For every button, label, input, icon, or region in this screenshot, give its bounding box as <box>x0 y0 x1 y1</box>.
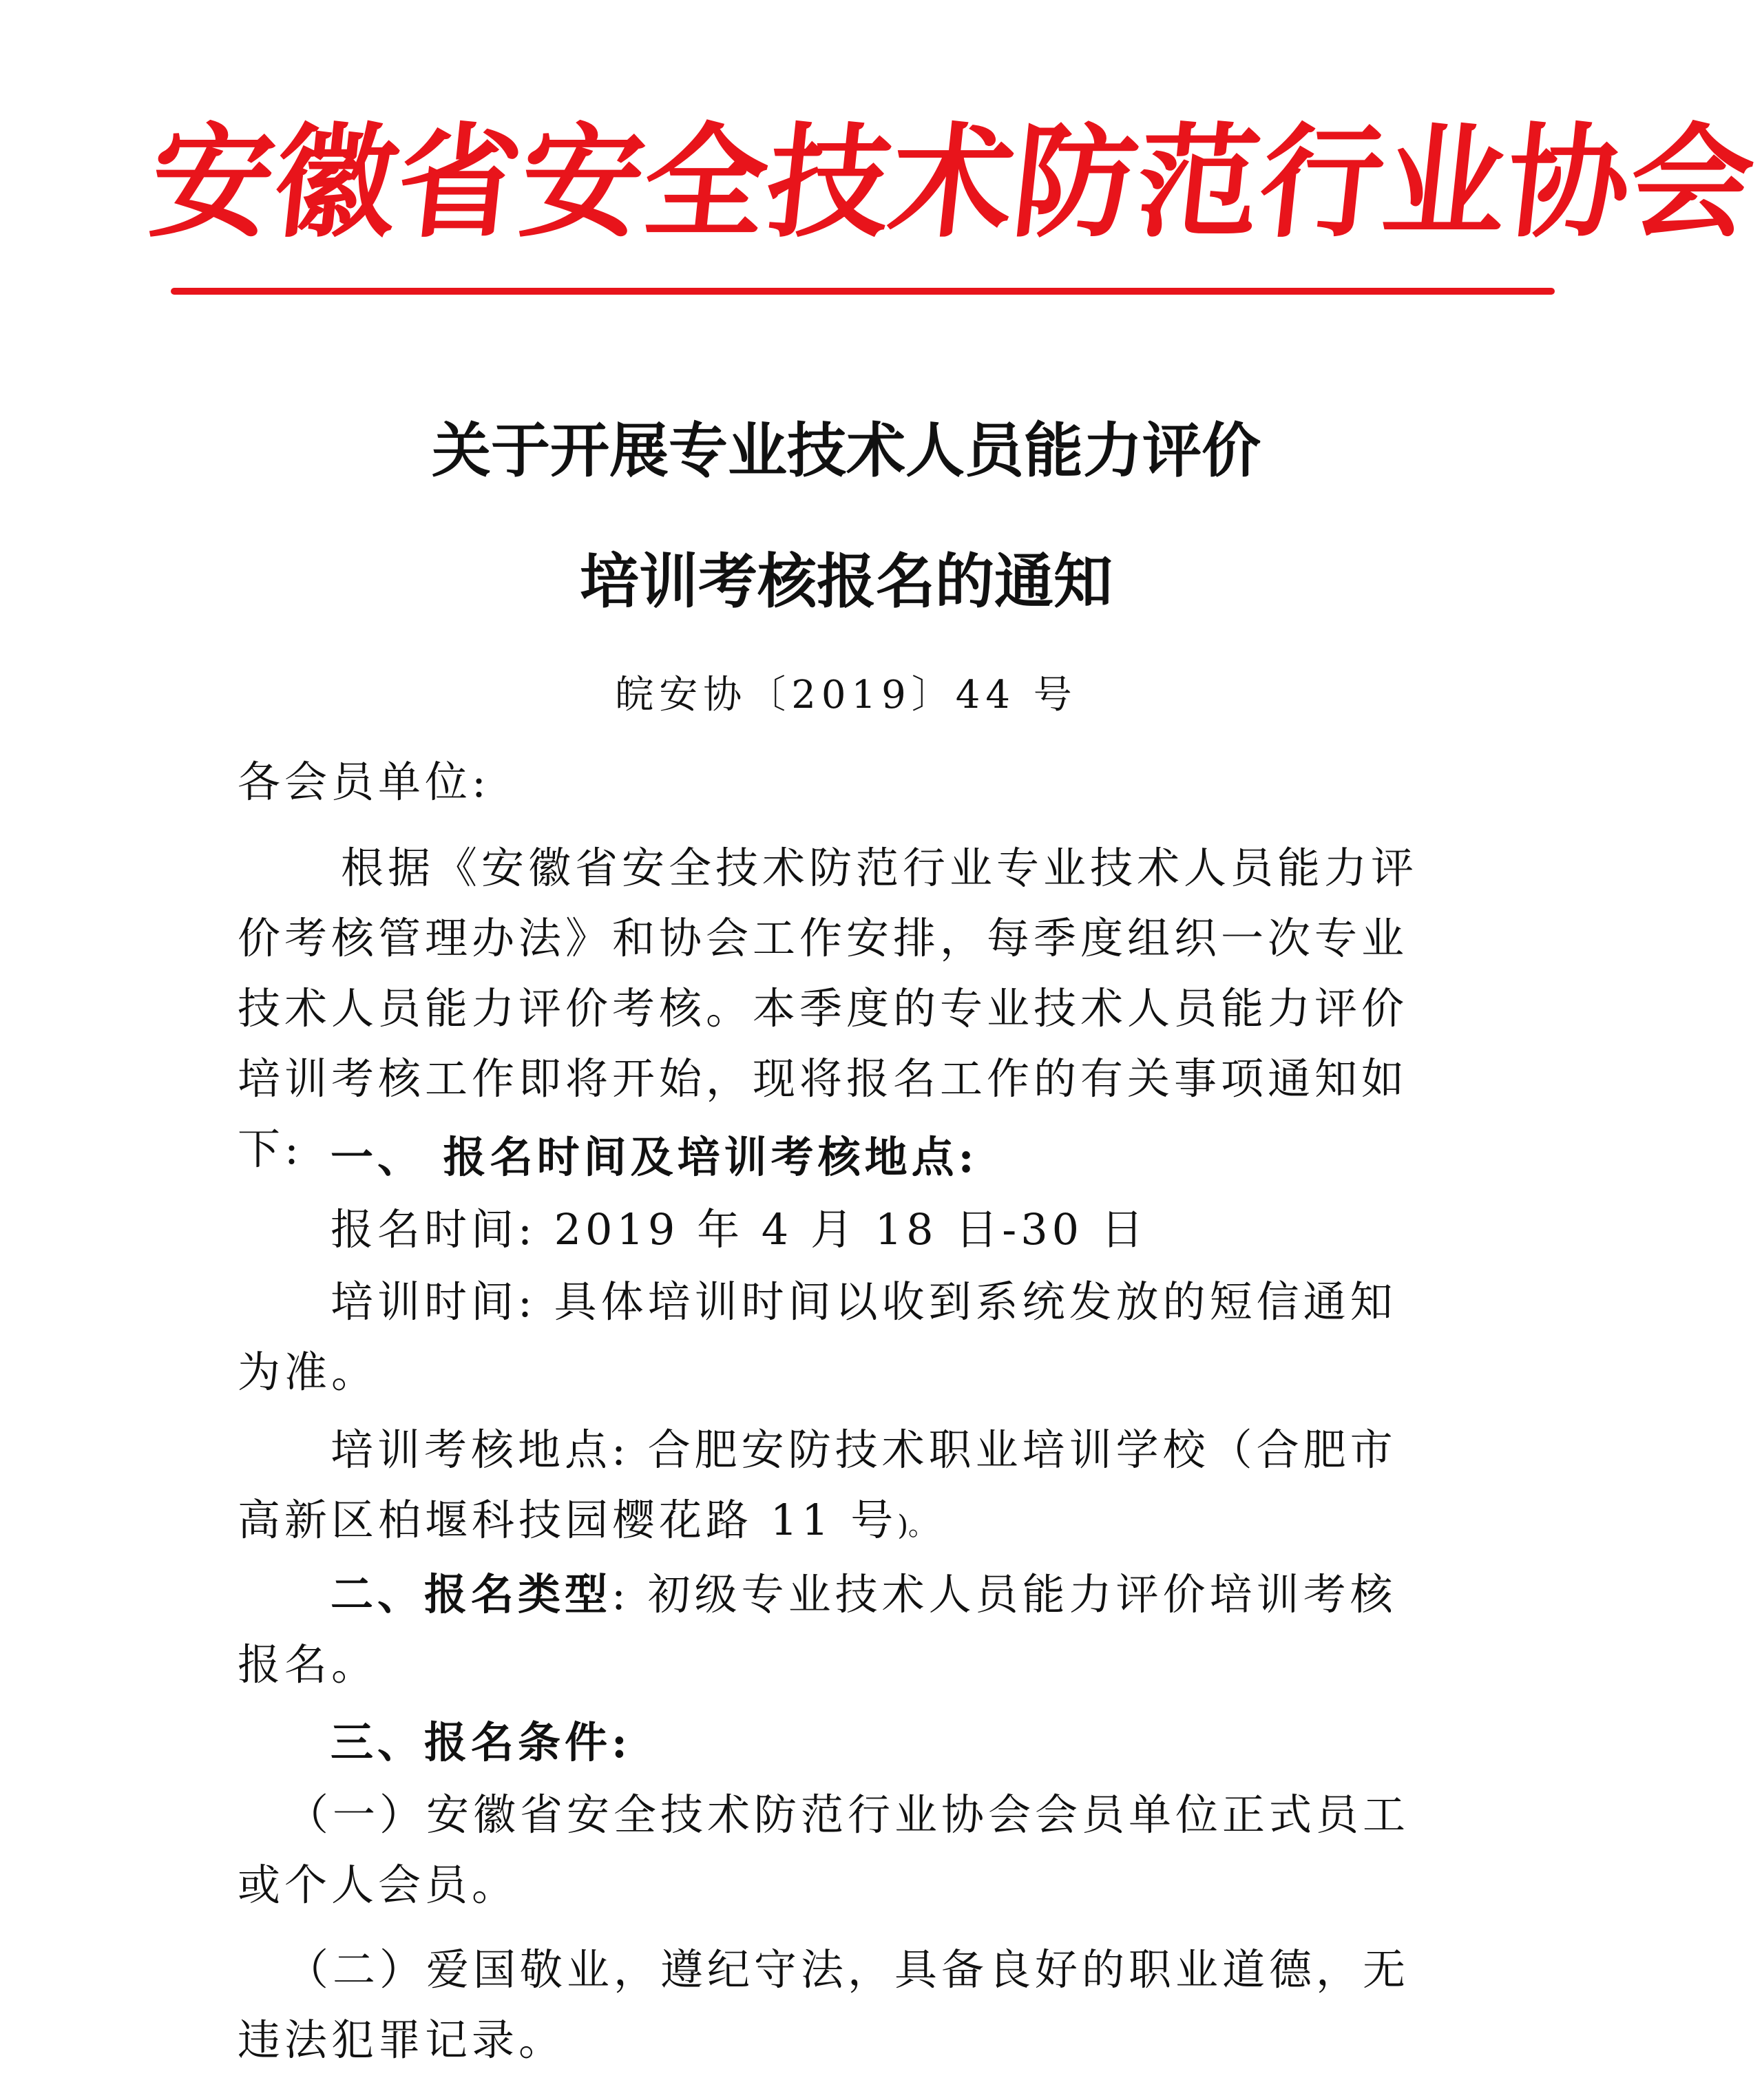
condition-item-1: （一）安徽省安全技术防范行业协会会员单位正式员工或个人会员。 <box>238 1789 1410 1910</box>
section-2-paragraph <box>238 1560 1422 1700</box>
training-location-text: 培训考核地点: 合肥安防技术职业培训学校（合肥市高新区柏堰科技园樱花路 11 号 <box>238 1425 1397 1545</box>
section-3-heading: 三、报名条件: <box>331 1717 631 1767</box>
section-2-text: : 初级专业技术人员能力评价培训考核报名。 <box>238 1569 1397 1690</box>
section-1-heading: 一、 报名时间及培训考核地点: <box>331 1132 978 1182</box>
document-title-line-1: 关于开展专业技术人员能力评价 <box>432 417 1261 485</box>
letterhead-org-name: 安徽省安全技术防范行业协会 <box>144 110 1762 254</box>
training-location <box>238 1415 1422 1561</box>
intro-paragraph: 根据《安徽省安全技术防范行业专业技术人员能力评价考核管理办法》和协会工作安排，每季度组织一次专业技术人员能力评价考核。本季度的专业技术人员能力评价培训考核工作即将开始，现将报名工作的有关事项通知如下: <box>238 843 1418 1174</box>
document-title-line-2: 培训考核报名的通知 <box>580 547 1113 616</box>
salutation: 各会员单位: <box>238 757 490 807</box>
section-2-label: 二、报名类型 <box>331 1569 612 1619</box>
letterhead-divider <box>171 288 1555 295</box>
registration-time: 报名时间: 2019 年 4 月 18 日-30 日 <box>331 1204 1148 1254</box>
document-number: 皖安协〔2019〕44 号 <box>615 673 1078 717</box>
condition-item-2: （二）爱国敬业，遵纪守法，具备良好的职业道德，无违法犯罪记录。 <box>238 1944 1410 2065</box>
training-location-tail: )。 <box>897 1510 936 1542</box>
training-time: 培训时间: 具体培训时间以收到系统发放的短信通知为准。 <box>238 1277 1397 1397</box>
